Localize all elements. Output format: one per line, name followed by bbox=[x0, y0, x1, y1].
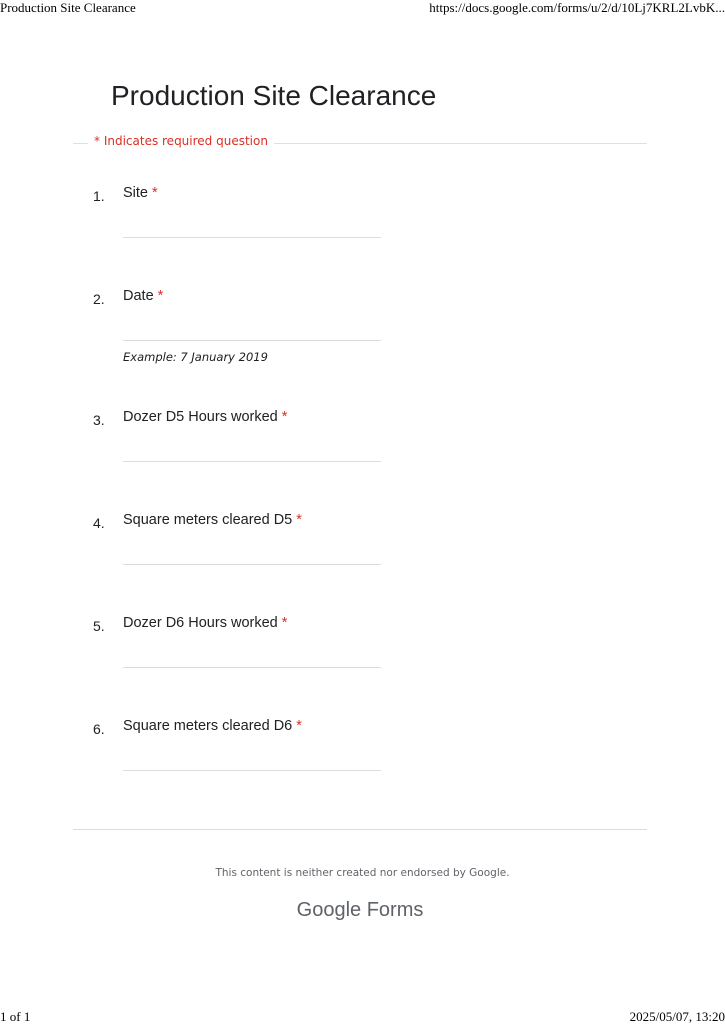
required-note: * Indicates required question bbox=[88, 134, 274, 148]
print-header-url: https://docs.google.com/forms/u/2/d/10Lj7KRL2LvbK... bbox=[429, 0, 725, 15]
question-number: 6. bbox=[93, 721, 105, 737]
question-label: Dozer D6 Hours worked * bbox=[123, 615, 288, 631]
question-number: 3. bbox=[93, 412, 105, 428]
square-meters-d5-input[interactable] bbox=[123, 564, 381, 565]
question-label: Site * bbox=[123, 185, 158, 201]
question-number: 4. bbox=[93, 515, 105, 531]
question-dozer-d5-hours bbox=[0, 409, 725, 499]
required-asterisk: * bbox=[281, 615, 288, 631]
print-footer-page: 1 of 1 bbox=[0, 1009, 31, 1024]
footer-divider bbox=[73, 829, 647, 830]
question-label: Square meters cleared D6 * bbox=[123, 718, 302, 734]
print-footer-datetime: 2025/05/07, 13:20 bbox=[629, 1009, 725, 1024]
date-input[interactable] bbox=[123, 340, 381, 341]
question-number: 1. bbox=[93, 188, 105, 204]
dozer-d5-hours-input[interactable] bbox=[123, 461, 381, 462]
date-help-text: Example: 7 January 2019 bbox=[123, 350, 268, 364]
question-dozer-d6-hours bbox=[0, 615, 725, 705]
question-number: 5. bbox=[93, 618, 105, 634]
question-date bbox=[0, 288, 725, 378]
google-forms-logo[interactable]: Google Forms bbox=[296, 899, 424, 921]
required-asterisk: * bbox=[296, 718, 302, 734]
question-label: Square meters cleared D5 * bbox=[123, 512, 302, 528]
disclaimer-text: This content is neither created nor endorsed by Google. bbox=[215, 867, 510, 879]
question-label: Date * bbox=[123, 288, 164, 304]
required-asterisk: * bbox=[281, 409, 288, 425]
required-asterisk: * bbox=[152, 185, 158, 201]
question-label: Dozer D5 Hours worked * bbox=[123, 409, 288, 425]
question-square-meters-d5 bbox=[0, 512, 725, 602]
form-title: Production Site Clearance bbox=[111, 80, 437, 111]
required-asterisk: * bbox=[157, 288, 164, 304]
question-square-meters-d6 bbox=[0, 718, 725, 808]
square-meters-d6-input[interactable] bbox=[123, 770, 381, 771]
required-asterisk: * bbox=[296, 512, 302, 528]
print-header-title: Production Site Clearance bbox=[0, 0, 136, 15]
site-input[interactable] bbox=[123, 237, 381, 238]
question-number: 2. bbox=[93, 291, 105, 307]
question-site bbox=[0, 185, 725, 275]
dozer-d6-hours-input[interactable] bbox=[123, 667, 381, 668]
